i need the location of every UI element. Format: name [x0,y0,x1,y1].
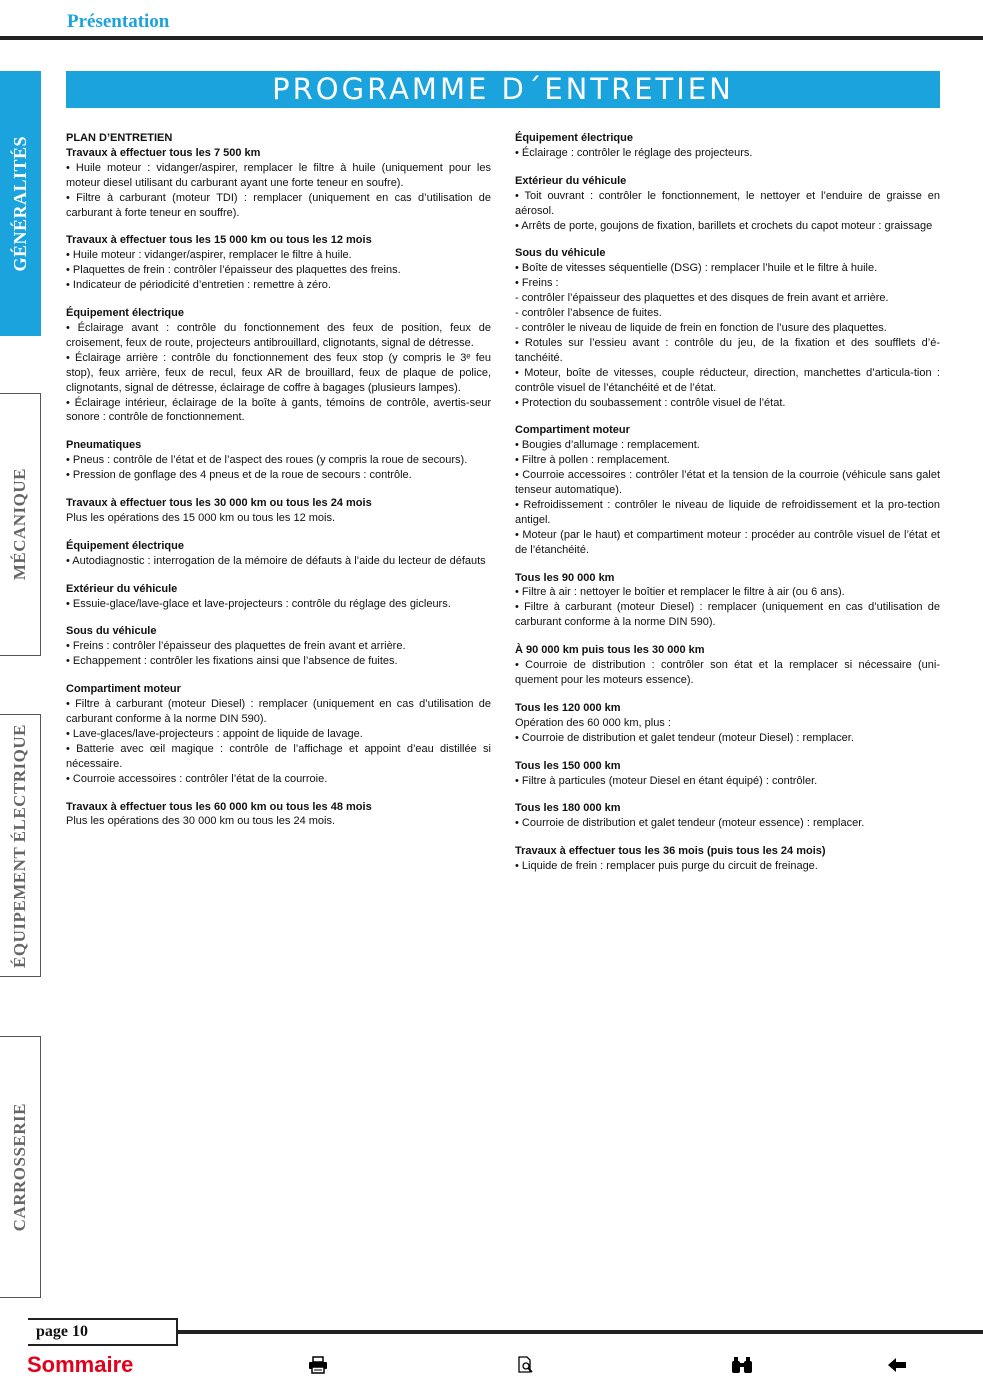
tab-label: MÉCANIQUE [10,468,29,581]
maintenance-section [66,800,491,830]
maintenance-section [515,246,940,410]
section-heading: Travaux à effectuer tous les 15 000 km ou tous les 12 mois [66,234,372,247]
section-body: • Courroie de distribution : contrôler son état et la remplacer si nécessaire (uni-quement pour les moteurs essence). [515,659,940,686]
maintenance-section [66,582,491,612]
tab-mecanique[interactable] [0,393,41,656]
maintenance-section [515,643,940,688]
section-body: • Huile moteur : vidanger/aspirer, remplacer le filtre à huile (uniquement pour les moteur diesel utilisant du carburant ayant une forte teneur en soufre). • Filtre à carburant (moteur TDI) : remplacer (uniquement en cas d’utilisation de carburant à forte teneur en souffre). [66,161,491,219]
section-body: • Filtre à air : nettoyer le boîtier et remplacer le filtre à air (ou 6 ans). • Filtre à carburant (moteur Diesel) : remplacer (uniquement en cas d’utilisation de carburant conforme à la norme DIN 590). [515,586,940,629]
section-heading: Équipement électrique [66,539,184,552]
section-heading: Travaux à effectuer tous les 60 000 km ou tous les 48 mois [66,800,372,813]
section-body: Plus les opérations des 15 000 km ou tous les 12 mois. [66,511,336,524]
maintenance-section [66,306,491,425]
maintenance-section [66,131,491,220]
section-heading: PLAN D’ENTRETIEN Travaux à effectuer tous les 7 500 km [66,132,261,159]
page-banner: PROGRAMME D´ENTRETIEN [66,71,940,108]
sommaire-link[interactable]: Sommaire [27,1352,134,1377]
binoculars-icon[interactable] [731,1354,753,1376]
section-heading: Travaux à effectuer tous les 30 000 km ou tous les 24 mois [66,497,372,510]
section-body: • Boîte de vitesses séquentielle (DSG) : remplacer l’huile et le filtre à huile. • Freins : - contrôler l’épaisseur des plaquettes et des disques de frein avant et arrière. - contrôler l’absence de fuites. - contrôler le niveau de liquide de frein en fonction de l’usure des plaquettes. • Rotules sur l’essieu avant : contrôle du jeu, de la fixation et des soufflets d’é-tanchéité. • Moteur, boîte de vitesses, couple réducteur, direction, manchettes d’articula-tion : contrôle visuel de l’étanchéité et de l’état. • Protection du soubassement : contrôle visuel de l’état. [515,262,940,409]
maintenance-section [66,496,491,526]
printer-icon[interactable] [307,1354,329,1376]
section-body: • Éclairage : contrôler le réglage des projecteurs. [515,146,753,159]
section-body: • Éclairage avant : contrôle du fonctionnement des feux de position, feux de croisement, feux de route, projecteurs antibrouillard, clignotants, signal de détresse. • Éclairage arrière : contrôle du fonctionnement des feux stop (y compris le 3ᵉ feu stop), feux arrière, feux de recul, feux AR de brouillard, feux de plaque de police, clignotants, signal de détresse, éclairage de coffre à bagages (plusieurs lampes). • Éclairage intérieur, éclairage de la boîte à gants, témoins de contrôle, avertis-seur sonore : contrôle de fonctionnement. [66,321,491,424]
maintenance-section [515,423,940,557]
section-body: • Huile moteur : vidanger/aspirer, remplacer le filtre à huile. • Plaquettes de frein : contrôler l’épaisseur des plaquettes des freins. • Indicateur de périodicité d’entretien : remettre à zéro. [66,249,401,292]
tab-label: ÉQUIPEMENT ÉLECTRIQUE [10,723,29,968]
section-heading: Travaux à effectuer tous les 36 mois (puis tous les 24 mois) [515,845,826,858]
section-heading: Pneumatiques [66,439,142,452]
section-heading: Extérieur du véhicule [515,174,627,187]
content-column-left [66,131,491,842]
maintenance-section [66,682,491,786]
section-body: • Liquide de frein : remplacer puis purge du circuit de freinage. [515,860,818,873]
tab-carrosserie[interactable] [0,1036,41,1298]
section-body: • Pneus : contrôle de l’état et de l’aspect des roues (y compris la roue de secours). • Pression de gonflage des 4 pneus et de la roue de secours : contrôle. [66,454,468,482]
back-arrow-icon[interactable] [886,1354,908,1376]
section-body: • Essuie-glace/lave-glace et lave-projecteurs : contrôle du réglage des gicleurs. [66,597,451,610]
section-heading: À 90 000 km puis tous les 30 000 km [515,644,705,657]
content-column-right [515,131,940,887]
section-body: • Filtre à carburant (moteur Diesel) : remplacer (uniquement en cas d’utilisation de carburant conforme à la norme DIN 590). • Lave-glaces/lave-projecteurs : appoint de liquide de lavage. • Batterie avec œil magique : contrôle de l’affichage et appoint d’eau distillée si nécessaire. • Courroie accessoires : contrôler l’état de la courroie. [66,698,491,785]
tab-equipement-electrique[interactable] [0,714,41,977]
section-heading: Compartiment moteur [515,424,630,437]
section-body: • Courroie de distribution et galet tendeur (moteur essence) : remplacer. [515,817,865,830]
section-body: • Filtre à particules (moteur Diesel en étant équipé) : contrôler. [515,774,818,787]
maintenance-section [515,801,940,831]
maintenance-section [515,131,940,161]
maintenance-section [66,438,491,483]
maintenance-section [515,844,940,874]
maintenance-section [515,701,940,746]
section-body: Plus les opérations des 30 000 km ou tous les 24 mois. [66,815,336,828]
footer-rule [178,1330,983,1334]
tab-generalites[interactable] [0,71,41,336]
section-title: Présentation [67,11,170,32]
section-heading: Tous les 120 000 km [515,701,621,714]
section-heading: Sous du véhicule [515,247,606,260]
section-heading: Extérieur du véhicule [66,582,178,595]
maintenance-section [515,174,940,234]
header-rule [0,36,983,40]
section-body: • Bougies d’allumage : remplacement. • Filtre à pollen : remplacement. • Courroie accessoires : contrôler l’état et la tension de la courroie (véhicule sans galet tenseur automatique). • Refroidissement : contrôler le niveau de liquide de refroidissement et la pro-tection antigel. • Moteur (par le haut) et compartiment moteur : procéder au contrôle visuel de l’état et de l’étanchéité. [515,439,940,556]
section-heading: Équipement électrique [66,307,184,320]
section-body: Opération des 60 000 km, plus : • Courroie de distribution et galet tendeur (moteur Diesel) : remplacer. [515,716,854,744]
section-body: • Freins : contrôler l’épaisseur des plaquettes de frein avant et arrière. • Echappement : contrôler les fixations ainsi que l’absence de fuites. [66,640,406,668]
zoom-page-icon[interactable] [515,1354,537,1376]
section-heading: Tous les 180 000 km [515,802,621,815]
maintenance-section [66,624,491,669]
section-heading: Tous les 150 000 km [515,759,621,772]
tab-label: CARROSSERIE [10,1102,29,1232]
maintenance-section [66,539,491,569]
section-body: • Autodiagnostic : interrogation de la mémoire de défauts à l’aide du lecteur de défauts [66,554,486,567]
page-number: page 10 [28,1318,178,1346]
section-heading: Tous les 90 000 km [515,571,615,584]
maintenance-section [515,759,940,789]
section-heading: Compartiment moteur [66,683,181,696]
section-heading: Sous du véhicule [66,625,157,638]
tab-label: GÉNÉRALITÉS [9,135,30,272]
maintenance-section [515,571,940,631]
section-heading: Équipement électrique [515,132,633,144]
maintenance-section [66,233,491,293]
section-body: • Toit ouvrant : contrôler le fonctionnement, le nettoyer et l’enduire de graisse en aérosol. • Arrêts de porte, goujons de fixation, barillets et crochets du capot moteur : graissage [515,189,940,232]
